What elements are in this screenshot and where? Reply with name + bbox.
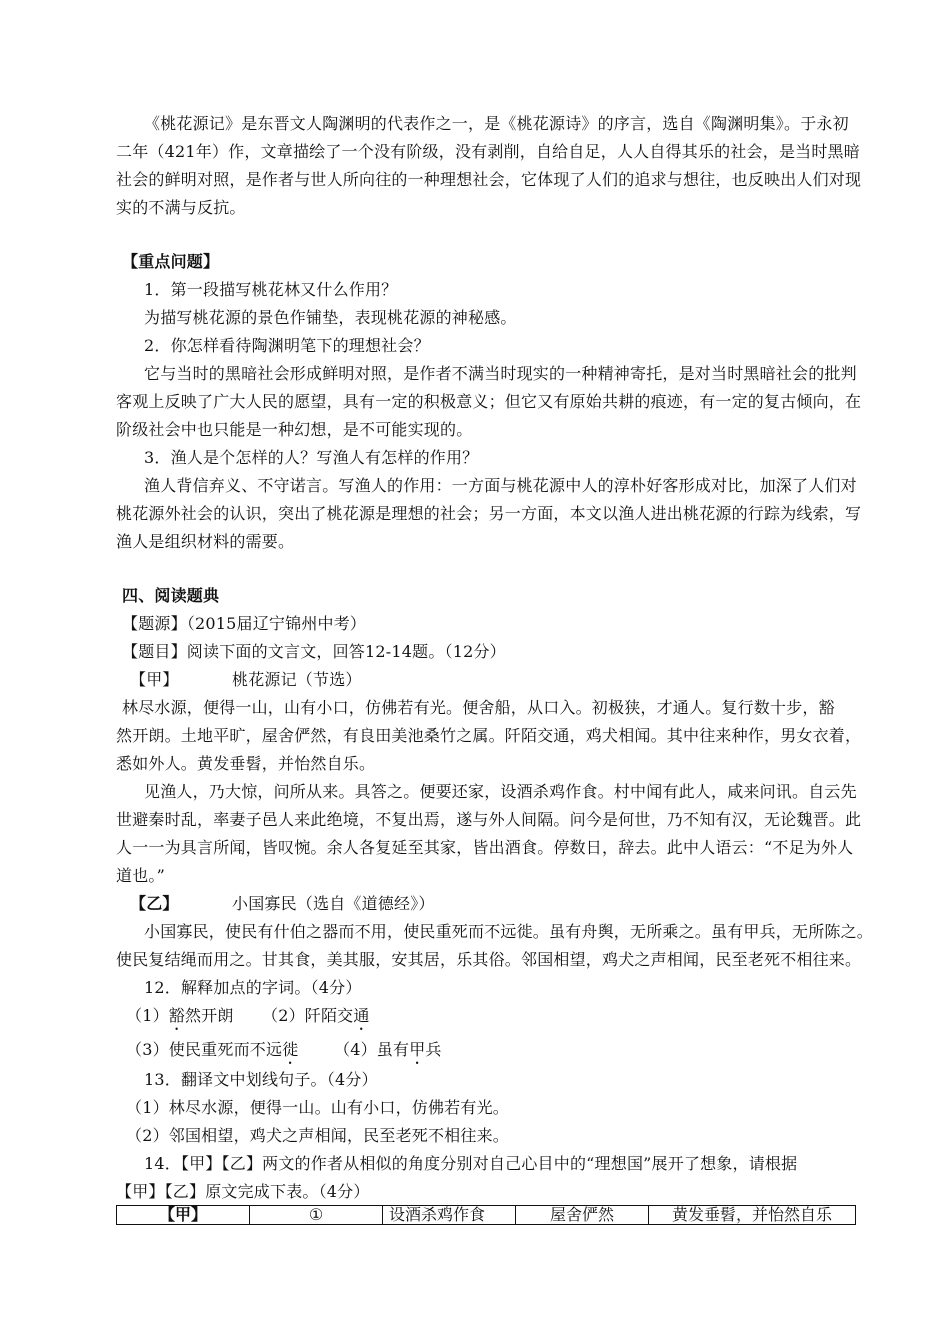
- q13-sentence-1: （1）林尽水源，便得一山。山有小口，仿佛若有光。: [126, 1098, 509, 1117]
- jia-passage-line: 人一一为具言所闻，皆叹惋。余人各复延至其家，皆出酒食。停数日，辞去。此中人语云：“不足为外人: [116, 838, 854, 857]
- jia-passage-line: 悉如外人。黄发垂髫，并怡然自乐。: [116, 754, 376, 773]
- key-questions-heading: 【重点问题】: [122, 252, 220, 271]
- question-13: 13．翻译文中划线句子。（4分）: [144, 1070, 378, 1089]
- table-cell: 【甲】: [117, 1206, 250, 1225]
- source-line: 【题源】（2015届辽宁锦州中考）: [122, 614, 367, 633]
- table-cell: 设酒杀鸡作食: [383, 1206, 516, 1225]
- yi-passage-line: 小国寡民，使民有什伯之器而不用，使民重死而不远徙。虽有舟舆，无所乘之。虽有甲兵，无所陈之。: [144, 922, 874, 941]
- intro-line: 社会的鲜明对照，是作者与世人所向往的一种理想社会，它体现了人们的追求与想往，也反映出人们对现: [116, 170, 862, 189]
- jia-passage-line: 见渔人，乃大惊，问所从来。具答之。便要还家，设酒杀鸡作食。村中闻有此人，咸来问讯。自云先: [144, 782, 857, 801]
- q13-sentence-2: （2）邻国相望，鸡犬之声相闻，民至老死不相往来。: [126, 1126, 509, 1145]
- answer-1: 为描写桃花源的景色作铺垫，表现桃花源的神秘感。: [144, 308, 517, 327]
- question-3: 3．渔人是个怎样的人？写渔人有怎样的作用？: [144, 448, 479, 467]
- answer-2-line: 阶级社会中也只能是一种幻想，是不可能实现的。: [116, 420, 473, 439]
- jia-title: 桃花源记（节选）: [232, 670, 362, 689]
- q12-item-1: （1）豁然开朗: [126, 1006, 234, 1025]
- jia-passage-line: 世避秦时乱，率妻子邑人来此绝境，不复出焉，遂与外人间隔。问今是何世，乃不知有汉，无论魏晋。此: [116, 810, 862, 829]
- jia-passage-line: 林尽水源，便得一山，山有小口，仿佛若有光。便舍船，从口入。初极狭，才通人。复行数十步，豁: [122, 698, 835, 717]
- yi-title: 小国寡民（选自《道德经》）: [232, 894, 435, 913]
- question-12: 12．解释加点的字词。（4分）: [144, 978, 362, 997]
- table-cell: 屋舍俨然: [516, 1206, 649, 1225]
- jia-passage-line: 然开朗。土地平旷，屋舍俨然，有良田美池桑竹之属。阡陌交通，鸡犬相闻。其中往来种作，男女衣着，: [116, 726, 862, 745]
- table-cell: ①: [250, 1206, 383, 1225]
- table-cell: 黄发垂髫，并怡然自乐: [649, 1206, 856, 1225]
- intro-line: 二年（421年）作，文章描绘了一个没有阶级，没有剥削，自给自足，人人自得其乐的社会，是当时黑暗: [116, 142, 860, 161]
- jia-passage-line: 道也。”: [116, 866, 165, 885]
- answer-table: [116, 1205, 856, 1225]
- q12-item-4: （4）虽有甲兵: [334, 1040, 442, 1059]
- question-2: 2．你怎样看待陶渊明笔下的理想社会？: [144, 336, 430, 355]
- q12-item-3: （3）使民重死而不远徙: [126, 1040, 299, 1059]
- question-14-line: 14．【甲】【乙】两文的作者从相似的角度分别对自己心目中的“理想国”展开了想象，请根据: [144, 1154, 798, 1173]
- jia-label: 【甲】: [130, 670, 179, 689]
- task-line: 【题目】阅读下面的文言文，回答12-14题。（12分）: [122, 642, 506, 661]
- reading-heading: 四、阅读题典: [122, 586, 220, 605]
- yi-label: 【乙】: [130, 894, 179, 913]
- answer-3-line: 渔人背信弃义、不守诺言。写渔人的作用：一方面与桃花源中人的淳朴好客形成对比，加深了人们对: [144, 476, 857, 495]
- intro-line: 实的不满与反抗。: [116, 198, 246, 217]
- answer-3-line: 渔人是组织材料的需要。: [116, 532, 295, 551]
- table-row: [117, 1206, 856, 1225]
- answer-2-line: 客观上反映了广大人民的愿望，具有一定的积极意义；但它又有原始共耕的痕迹，有一定的复古倾向，在: [116, 392, 862, 411]
- question-14-line: 【甲】【乙】原文完成下表。（4分）: [116, 1182, 370, 1201]
- intro-line: 《桃花源记》是东晋文人陶渊明的代表作之一，是《桃花源诗》的序言，选自《陶渊明集》。于永初: [144, 114, 849, 133]
- answer-3-line: 桃花源外社会的认识，突出了桃花源是理想的社会；另一方面，本文以渔人进出桃花源的行踪为线索，写: [116, 504, 862, 523]
- answer-2-line: 它与当时的黑暗社会形成鲜明对照，是作者不满当时现实的一种精神寄托，是对当时黑暗社会的批判: [144, 364, 857, 383]
- question-1: 1．第一段描写桃花林又什么作用？: [144, 280, 398, 299]
- q12-item-2: （2）阡陌交通: [262, 1006, 370, 1025]
- yi-passage-line: 使民复结绳而用之。甘其食，美其服，安其居，乐其俗。邻国相望，鸡犬之声相闻，民至老死不相往来。: [116, 950, 862, 969]
